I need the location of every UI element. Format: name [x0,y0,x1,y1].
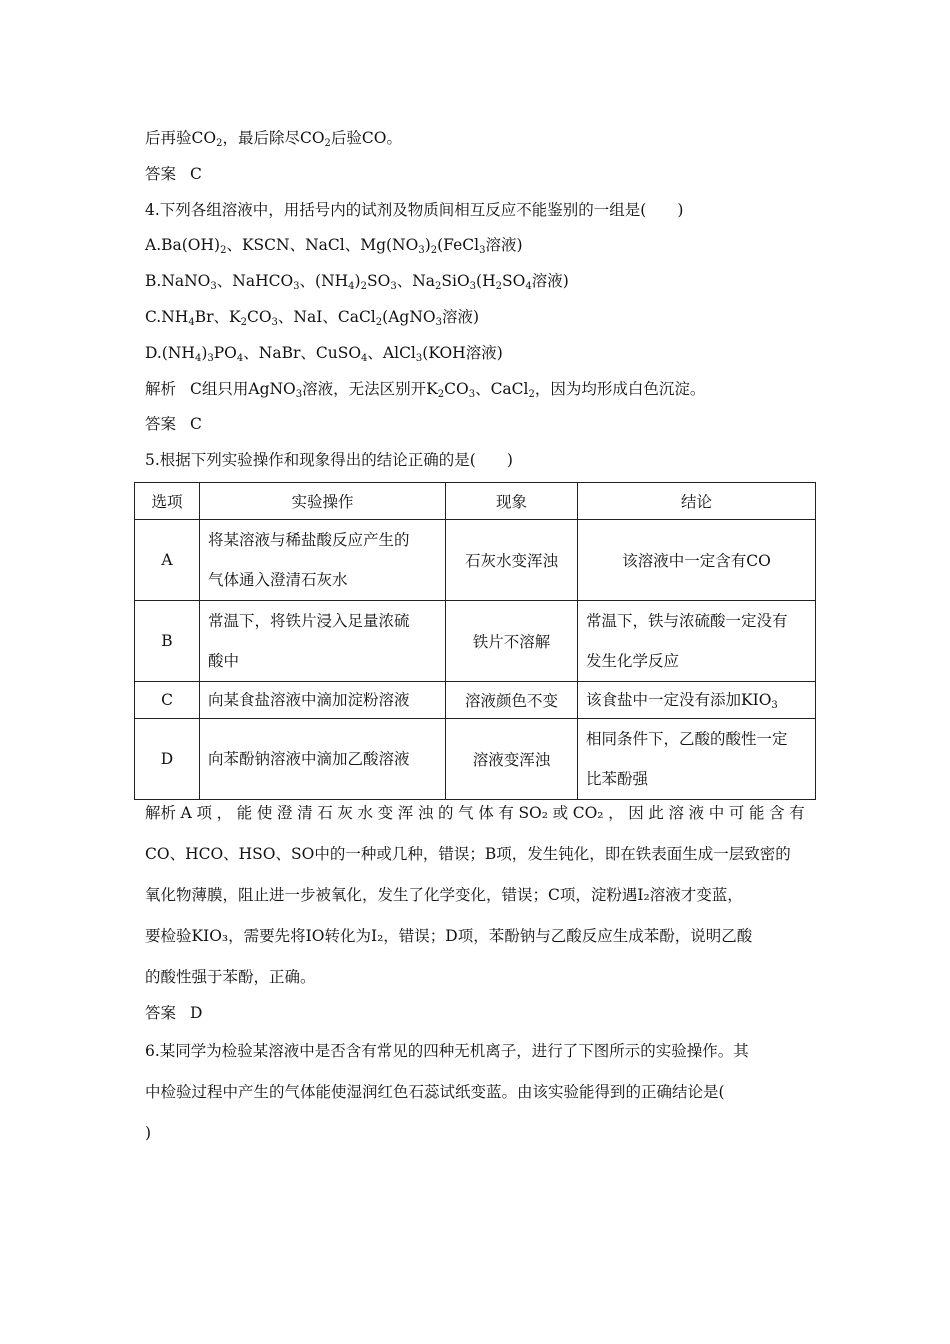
text: 能 [236,804,253,822]
text: CO₂ [572,804,604,822]
subscript: 2 [495,281,502,292]
analysis-label: 解析 [145,380,177,398]
text: ，最后除尽CO [222,129,325,147]
text: A [180,804,192,822]
cell-line: 气体通入澄清石灰水 [208,571,348,589]
table-header-row [135,483,816,520]
q5-table [134,482,816,800]
text: 、AlCl [367,344,416,362]
text: 、NaBr、CuSO [243,344,362,362]
subscript: 3 [210,281,217,292]
text: 使 [256,804,273,822]
text: 因 [628,804,644,822]
text: SiO [441,272,470,290]
subscript: 4 [236,353,244,364]
cell-line: 发生化学反应 [586,652,680,670]
header-operation: 实验操作 [200,483,446,520]
text: 中 [708,804,725,822]
subscript: 3 [390,281,397,292]
text: Br、K [194,308,241,326]
text: 溶 [668,804,684,822]
row-option: D [135,719,200,800]
text: 、NaI、CaCl [277,308,376,326]
row-phenomenon: 铁片不溶解 [446,601,578,682]
text: 水 [357,804,373,822]
row-phenomenon: 溶液颜色不变 [446,682,578,719]
answer-value: C [190,415,202,433]
subscript: 2 [360,281,367,292]
subscript: 3 [435,317,442,328]
text: 体 [478,804,494,822]
header-phenomenon: 现象 [446,483,578,520]
cell-line: 常温下，铁与浓硫酸一定没有 [586,612,788,630]
q5-analysis-line-4: 要检验KIO₃，需要先将IO转化为I₂，错误；D项，苯酚钠与乙酸反应生成苯酚，说明乙酸 [145,927,753,945]
text: SO₂ [518,804,548,822]
text: SO [366,272,391,290]
subscript: 4 [361,353,368,364]
text: 、CaCl [475,380,529,398]
table-row [135,601,816,682]
text: SO [502,272,526,290]
answer-value: C [190,165,202,183]
row-phenomenon: 溶液变浑浊 [446,719,578,800]
cell-line: 将某溶液与稀盐酸反应产生的 [208,531,410,549]
q5-stem: 5.根据下列实验操作和现象得出的结论正确的是( ) [145,451,513,469]
intro-line [145,127,402,149]
text: (KOH溶液) [422,344,503,362]
text: 项 [196,804,212,822]
subscript: 2 [220,245,227,256]
subscript: 2 [435,281,442,292]
text: 气 [458,804,474,822]
row-operation [200,520,446,601]
row-option: B [135,601,200,682]
text: 、Na [396,272,435,290]
answer-label: 答案 [145,165,177,183]
text: 的 [437,804,454,822]
subscript: 2 [430,245,438,256]
subscript: 3 [771,700,778,711]
q4-option-a [145,234,523,256]
analysis-label: 解析 [145,804,177,822]
text: 可 [728,804,745,822]
subscript: 4 [188,317,195,328]
row-conclusion [578,719,816,800]
text: 、(NH [299,272,349,290]
q4-option-c [145,306,479,328]
header-option: 选项 [135,483,200,520]
subscript: 4 [348,281,355,292]
q4-stem: 4.下列各组溶液中，用括号内的试剂及物质间相互反应不能鉴别的一组是( ) [145,201,684,219]
subscript: 2 [375,317,383,328]
subscript: 3 [479,245,486,256]
text: B.NaNO [145,272,211,290]
q5-analysis-line-5: 的酸性强于苯酚，正确。 [145,968,316,986]
text: ) [201,344,208,362]
row-operation [200,601,446,682]
q5-answer [145,1002,202,1024]
text: 后验CO。 [330,129,402,147]
subscript: 3 [468,389,476,400]
q6-line-2: 中检验过程中产生的气体能使湿润红色石蕊试纸变蓝。由该实验能得到的正确结论是( [145,1083,725,1101]
row-conclusion: 该溶液中一定含有CO [578,520,816,601]
text: 清 [297,804,313,822]
text: 或 [552,804,569,822]
text: C.NH [145,308,189,326]
subscript: 2 [216,138,223,149]
cell-line: 比苯酚强 [586,770,649,788]
row-phenomenon: 石灰水变浑浊 [446,520,578,601]
subscript: 3 [295,389,303,400]
text: 澄 [276,804,293,822]
row-operation: 向某食盐溶液中滴加淀粉溶液 [200,682,446,719]
subscript: 2 [437,389,445,400]
answer-value: D [190,1004,203,1022]
table-row [135,520,816,601]
subscript: 3 [418,245,425,256]
text: 浊 [417,804,434,822]
text: 灰 [337,804,353,822]
text: 后再验CO [145,129,217,147]
subscript: 3 [293,281,300,292]
subscript: 3 [415,353,423,364]
subscript: 2 [324,138,331,149]
subscript: 3 [469,281,477,292]
header-conclusion: 结论 [578,483,816,520]
text: D.(NH [145,344,195,362]
answer-line-prev [145,163,202,185]
text: 含 [769,804,785,822]
text: 、NaHCO [216,272,294,290]
text: ， [608,804,624,822]
q6-line-1: 6.某同学为检验某溶液中是否含有常见的四种无机离子，进行了下图所示的实验操作。其 [145,1042,749,1060]
text: 浑 [397,804,414,822]
subscript: 4 [525,281,532,292]
text: ) [354,272,361,290]
answer-label: 答案 [145,415,177,433]
row-conclusion [578,682,816,719]
cell-text: 该食盐中一定没有添加KIO [586,691,772,709]
text: 溶液，无法区别开K [302,380,438,398]
text: (AgNO [382,308,436,326]
q5-analysis-line-2: CO、HCO、HSO、SO中的一种或几种，错误；B项，发生钝化，即在铁表面生成一层致密的 [145,845,791,863]
row-conclusion [578,601,816,682]
row-option: C [135,682,200,719]
subscript: 4 [194,353,202,364]
text: 液 [688,804,705,822]
q4-analysis [145,378,705,400]
text: (H [476,272,496,290]
text: A.Ba(OH) [145,236,221,254]
subscript: 2 [528,389,535,400]
text: 溶液) [531,272,569,290]
text: 石 [317,804,333,822]
row-operation: 向苯酚钠溶液中滴加乙酸溶液 [200,719,446,800]
text: 、KSCN、NaCl、Mg(NO [226,236,419,254]
q4-option-d [145,342,503,364]
q5-analysis-line-3: 氧化物薄膜，阻止进一步被氧化，发生了化学变化，错误；C项，淀粉遇I₂溶液才变蓝， [145,886,743,904]
text: 能 [748,804,765,822]
cell-line: 常温下，将铁片浸入足量浓硫 [208,612,410,630]
text: 溶液) [441,308,480,326]
text: CO [246,308,272,326]
text: ， [216,804,233,822]
text: 有 [498,804,514,822]
text: 此 [648,804,664,822]
text: 变 [377,804,394,822]
text: C组只用AgNO [190,380,296,398]
subscript: 2 [240,317,247,328]
table-row [135,682,816,719]
answer-label: 答案 [145,1004,177,1022]
text: PO [213,344,237,362]
q6-line-3: ) [145,1124,152,1142]
text: 有 [789,804,805,822]
table-row [135,719,816,800]
text: ，因为均形成白色沉淀。 [534,380,706,398]
cell-line: 酸中 [208,652,240,670]
q4-answer [145,413,202,435]
cell-line: 相同条件下，乙酸的酸性一定 [586,730,788,748]
subscript: 3 [271,317,278,328]
text: CO [444,380,469,398]
text: ) [424,236,431,254]
text: (FeCl [437,236,480,254]
q5-analysis-line-1 [145,802,805,824]
row-option: A [135,520,200,601]
q4-option-b [145,270,569,292]
subscript: 3 [207,353,214,364]
text: 溶液) [485,236,523,254]
